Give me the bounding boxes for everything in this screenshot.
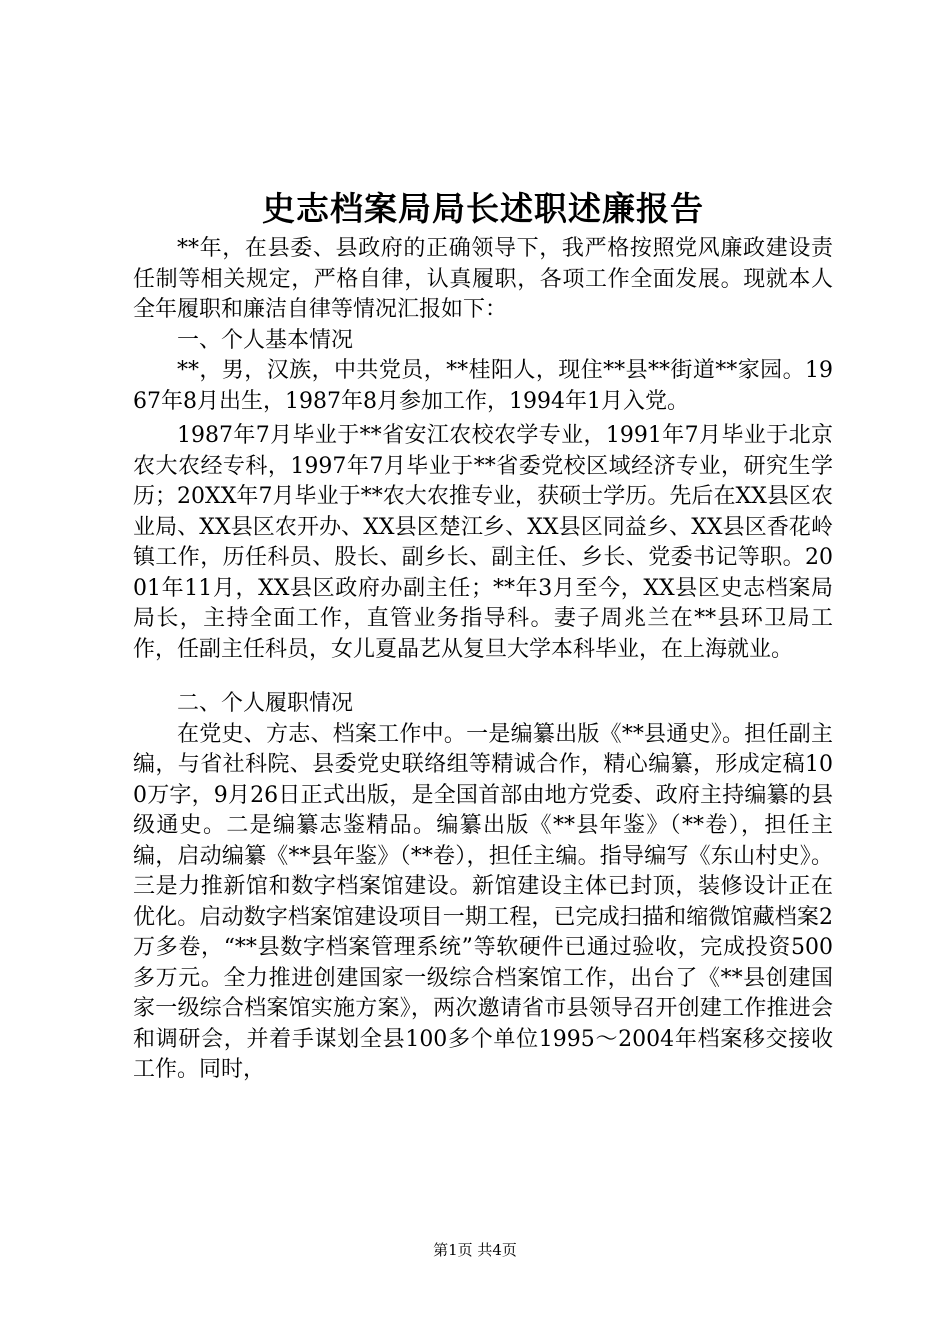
career-paragraph: 1987年7月毕业于**省安江农校农学专业，1991年7月毕业于北京农大农经专科，1997年7月毕业于**省委党校区域经济专业，研究生学历；20XX年7月毕业于**农大农推专业，获硕士学历。先后在XX县区农业局、XX县区农开办、XX县区楚江乡、XX县区同益乡、XX县区香花岭镇工作，历任科员、股长、副乡长、副主任、乡长、党委书记等职。2001年11月，XX县区政府办副主任；**年3月至今，XX县区史志档案局局长，主持全面工作，直管业务指导科。妻子周兆兰在**县环卫局工作，任副主任科员，女儿夏晶艺从复旦大学本科毕业，在上海就业。 [133,423,833,662]
duties-paragraph: 在党史、方志、档案工作中。一是编纂出版《**县通史》。担任副主编，与省社科院、县委党史联络组等精诚合作，精心编纂，形成定稿100万字，9月26日正式出版，是全国首部由地方党委、政府主持编纂的县级通史。二是编纂志鉴精品。编纂出版《**县年鉴》（**卷），担任主编，启动编纂《**县年鉴》（**卷），担任主编。指导编写《东山村史》。三是力推新馆和数字档案馆建设。新馆建设主体已封顶，装修设计正在优化。启动数字档案馆建设项目一期工程，已完成扫描和缩微馆藏档案2万多卷，“**县数字档案管理系统”等软硬件已通过验收，完成投资500多万元。全力推进创建国家一级综合档案馆工作，出台了《**县创建国家一级综合档案馆实施方案》，两次邀请省市县领导召开创建工作推进会和调研会，并着手谋划全县100多个单位1995～2004年档案移交接收工作。同时， [133,721,833,1082]
section-heading-duties: 二、个人履职情况 [177,691,354,716]
section-spacer [133,665,833,689]
intro-paragraph: **年，在县委、县政府的正确领导下，我严格按照党风廉政建设责任制等相关规定，严格自律，认真履职，各项工作全面发展。现就本人全年履职和廉洁自律等情况汇报如下： [133,236,833,322]
section-heading-basic-info: 一、个人基本情况 [177,327,354,353]
basic-info-paragraph: **，男，汉族，中共党员，**桂阳人，现住**县**街道**家园。1967年8月出生，1987年8月参加工作，1994年1月入党。 [133,358,833,414]
page-number-footer: 第1页 共4页 [433,1241,517,1259]
document-page [133,186,833,1086]
document-title: 史志档案局局长述职述廉报告 [262,189,704,228]
